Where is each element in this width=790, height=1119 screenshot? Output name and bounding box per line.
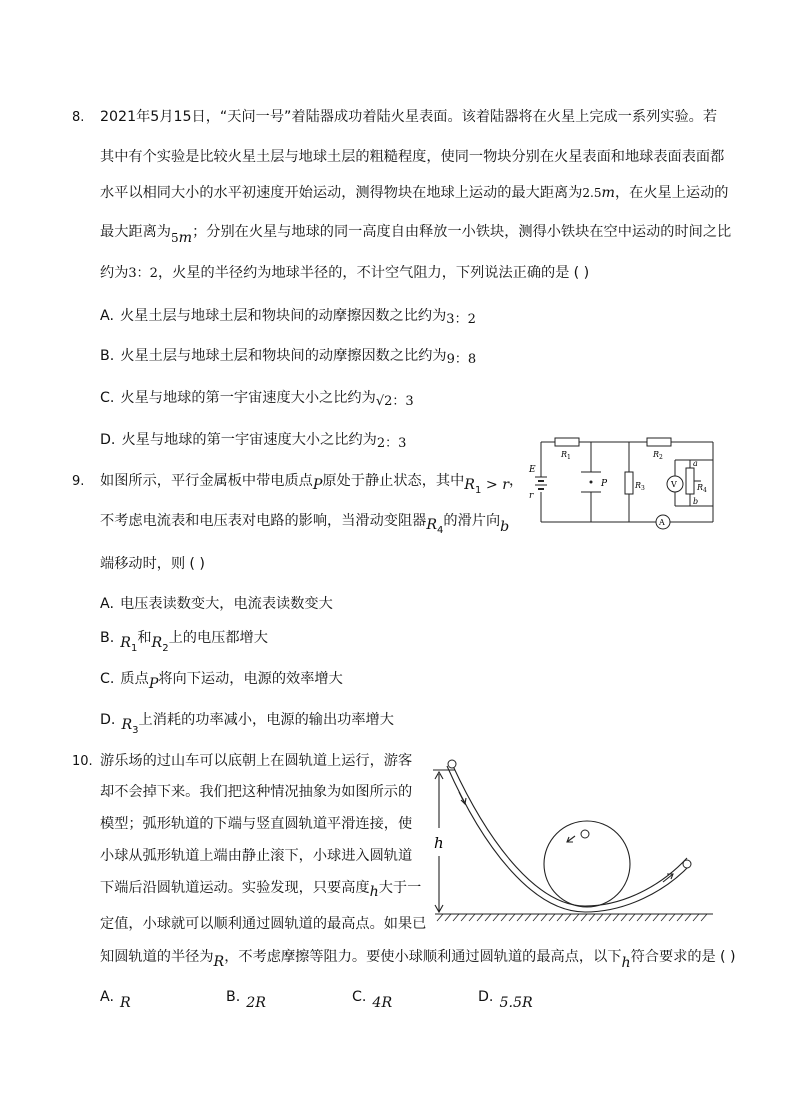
answer-blank: ( ): [189, 556, 205, 572]
q9-line-3: 端移动时，则 ( ): [100, 553, 209, 573]
q8-line-2: 其中有个实验是比较火星土层与地球土层的粗糙程度，使同一物块分别在火星表面和地球表面表面都: [100, 149, 725, 165]
loop-track-figure: [425, 752, 715, 932]
q8-line-4: 最大距离为$_5$m；分别在火星与地球的同一高度自由释放一小铁块，测得小铁块在空中运动的时间之比: [100, 224, 732, 246]
svg-text:a: a: [693, 459, 698, 468]
q8-line-3: 水平以相同大小的水平初速度开始运动，测得物块在地球上运动的最大距离为2.5m，在火星上运动的: [100, 185, 729, 201]
q10-option-d[interactable]: D. 5.5R: [478, 989, 533, 1011]
q9-line-1: 如图所示，平行金属板中带电质点P原处于静止状态，其中$R_1 > r$，: [100, 473, 524, 496]
question-number: 8.: [72, 110, 85, 125]
q10-line-4: 小球从弧形轨道上端由静止滚下，小球进入圆轨道: [100, 848, 413, 864]
q9-option-c[interactable]: C. 质点P将向下运动，电源的效率增大: [100, 671, 343, 692]
q8-option-a[interactable]: A. 火星土层与地球土层和物块间的动摩擦因数之比约为3：2: [100, 308, 476, 327]
question-number: 10.: [72, 754, 93, 769]
svg-text:R: R: [635, 481, 642, 490]
q8-option-d[interactable]: D. 火星与地球的第一宇宙速度大小之比约为2：3: [100, 432, 407, 451]
voltmeter-label: V: [671, 480, 677, 489]
svg-text:R: R: [697, 483, 704, 492]
ball-exit: [683, 860, 691, 868]
time-ratio: 3：2: [128, 266, 158, 281]
circuit-diagram: [525, 432, 725, 532]
svg-text:1: 1: [567, 454, 571, 461]
height-label: h: [434, 834, 444, 852]
charged-particle: [590, 481, 593, 484]
ball-loop-top: [581, 830, 589, 838]
svg-text:P: P: [601, 479, 608, 489]
earth-distance: 2.5: [582, 186, 602, 200]
question-number: 9.: [72, 474, 85, 489]
answer-blank: ( ): [719, 949, 736, 965]
ball-start: [448, 760, 456, 768]
q10-line-1: 游乐场的过山车可以底朝上在圆轨道上运行，游客: [100, 753, 413, 769]
svg-text:3: 3: [641, 485, 645, 492]
svg-text:R: R: [561, 450, 568, 459]
svg-text:R: R: [653, 450, 660, 459]
q8-line-5: 约为3：2，火星的半径约为地球半径的，不计空气阻力，下列说法正确的是 ( ): [100, 262, 593, 282]
mars-distance: 5: [170, 231, 179, 245]
q10-line-5: 下端后沿圆轨道运动。实验发现，只要高度h大于一: [100, 880, 422, 900]
answer-blank: ( ): [573, 265, 590, 281]
q10-line-2: 却不会掉下来。我们把这种情况抽象为如图所示的: [100, 784, 413, 800]
q10-line-6: 定值，小球就可以顺利通过圆轨道的最高点。如果已: [100, 916, 427, 932]
q9-line-2: 不考虑电流表和电压表对电路的影响，当滑动变阻器$R_4$的滑片向b: [100, 513, 510, 536]
q10-option-b[interactable]: B. 2R: [226, 989, 266, 1011]
ammeter-label: A: [659, 518, 665, 527]
svg-text:4: 4: [703, 487, 707, 494]
q10-option-a[interactable]: A. R: [100, 989, 131, 1011]
svg-text:2: 2: [659, 454, 663, 461]
q9-option-a[interactable]: A. 电压表读数变大，电流表读数变大: [100, 596, 333, 612]
q10-option-c[interactable]: C. 4R: [352, 989, 393, 1011]
q9-option-b[interactable]: B. $R_1$和$R_2$上的电压都增大: [100, 630, 268, 654]
q9-option-d[interactable]: D. $R_3$上消耗的功率减小，电源的输出功率增大: [100, 712, 394, 736]
svg-text:E: E: [529, 465, 536, 475]
q10-line-3: 模型；弧形轨道的下端与竖直圆轨道平滑连接，使: [100, 816, 413, 832]
q8-option-c[interactable]: C. 火星与地球的第一宇宙速度大小之比约为√2：3: [100, 390, 414, 409]
svg-text:b: b: [693, 497, 699, 506]
q8-option-b[interactable]: B. 火星土层与地球土层和物块间的动摩擦因数之比约为9：8: [100, 348, 477, 367]
q8-line-1: 2021年5月15日，“天问一号”着陆器成功着陆火星表面。该着陆器将在火星上完成一系列实验。若: [100, 109, 718, 125]
q10-line-7: 知圆轨道的半径为R，不考虑摩擦等阻力。要使小球顺利通过圆轨道的最高点，以下h符合要求的是 ( ): [100, 946, 740, 966]
svg-text:r: r: [529, 491, 534, 501]
